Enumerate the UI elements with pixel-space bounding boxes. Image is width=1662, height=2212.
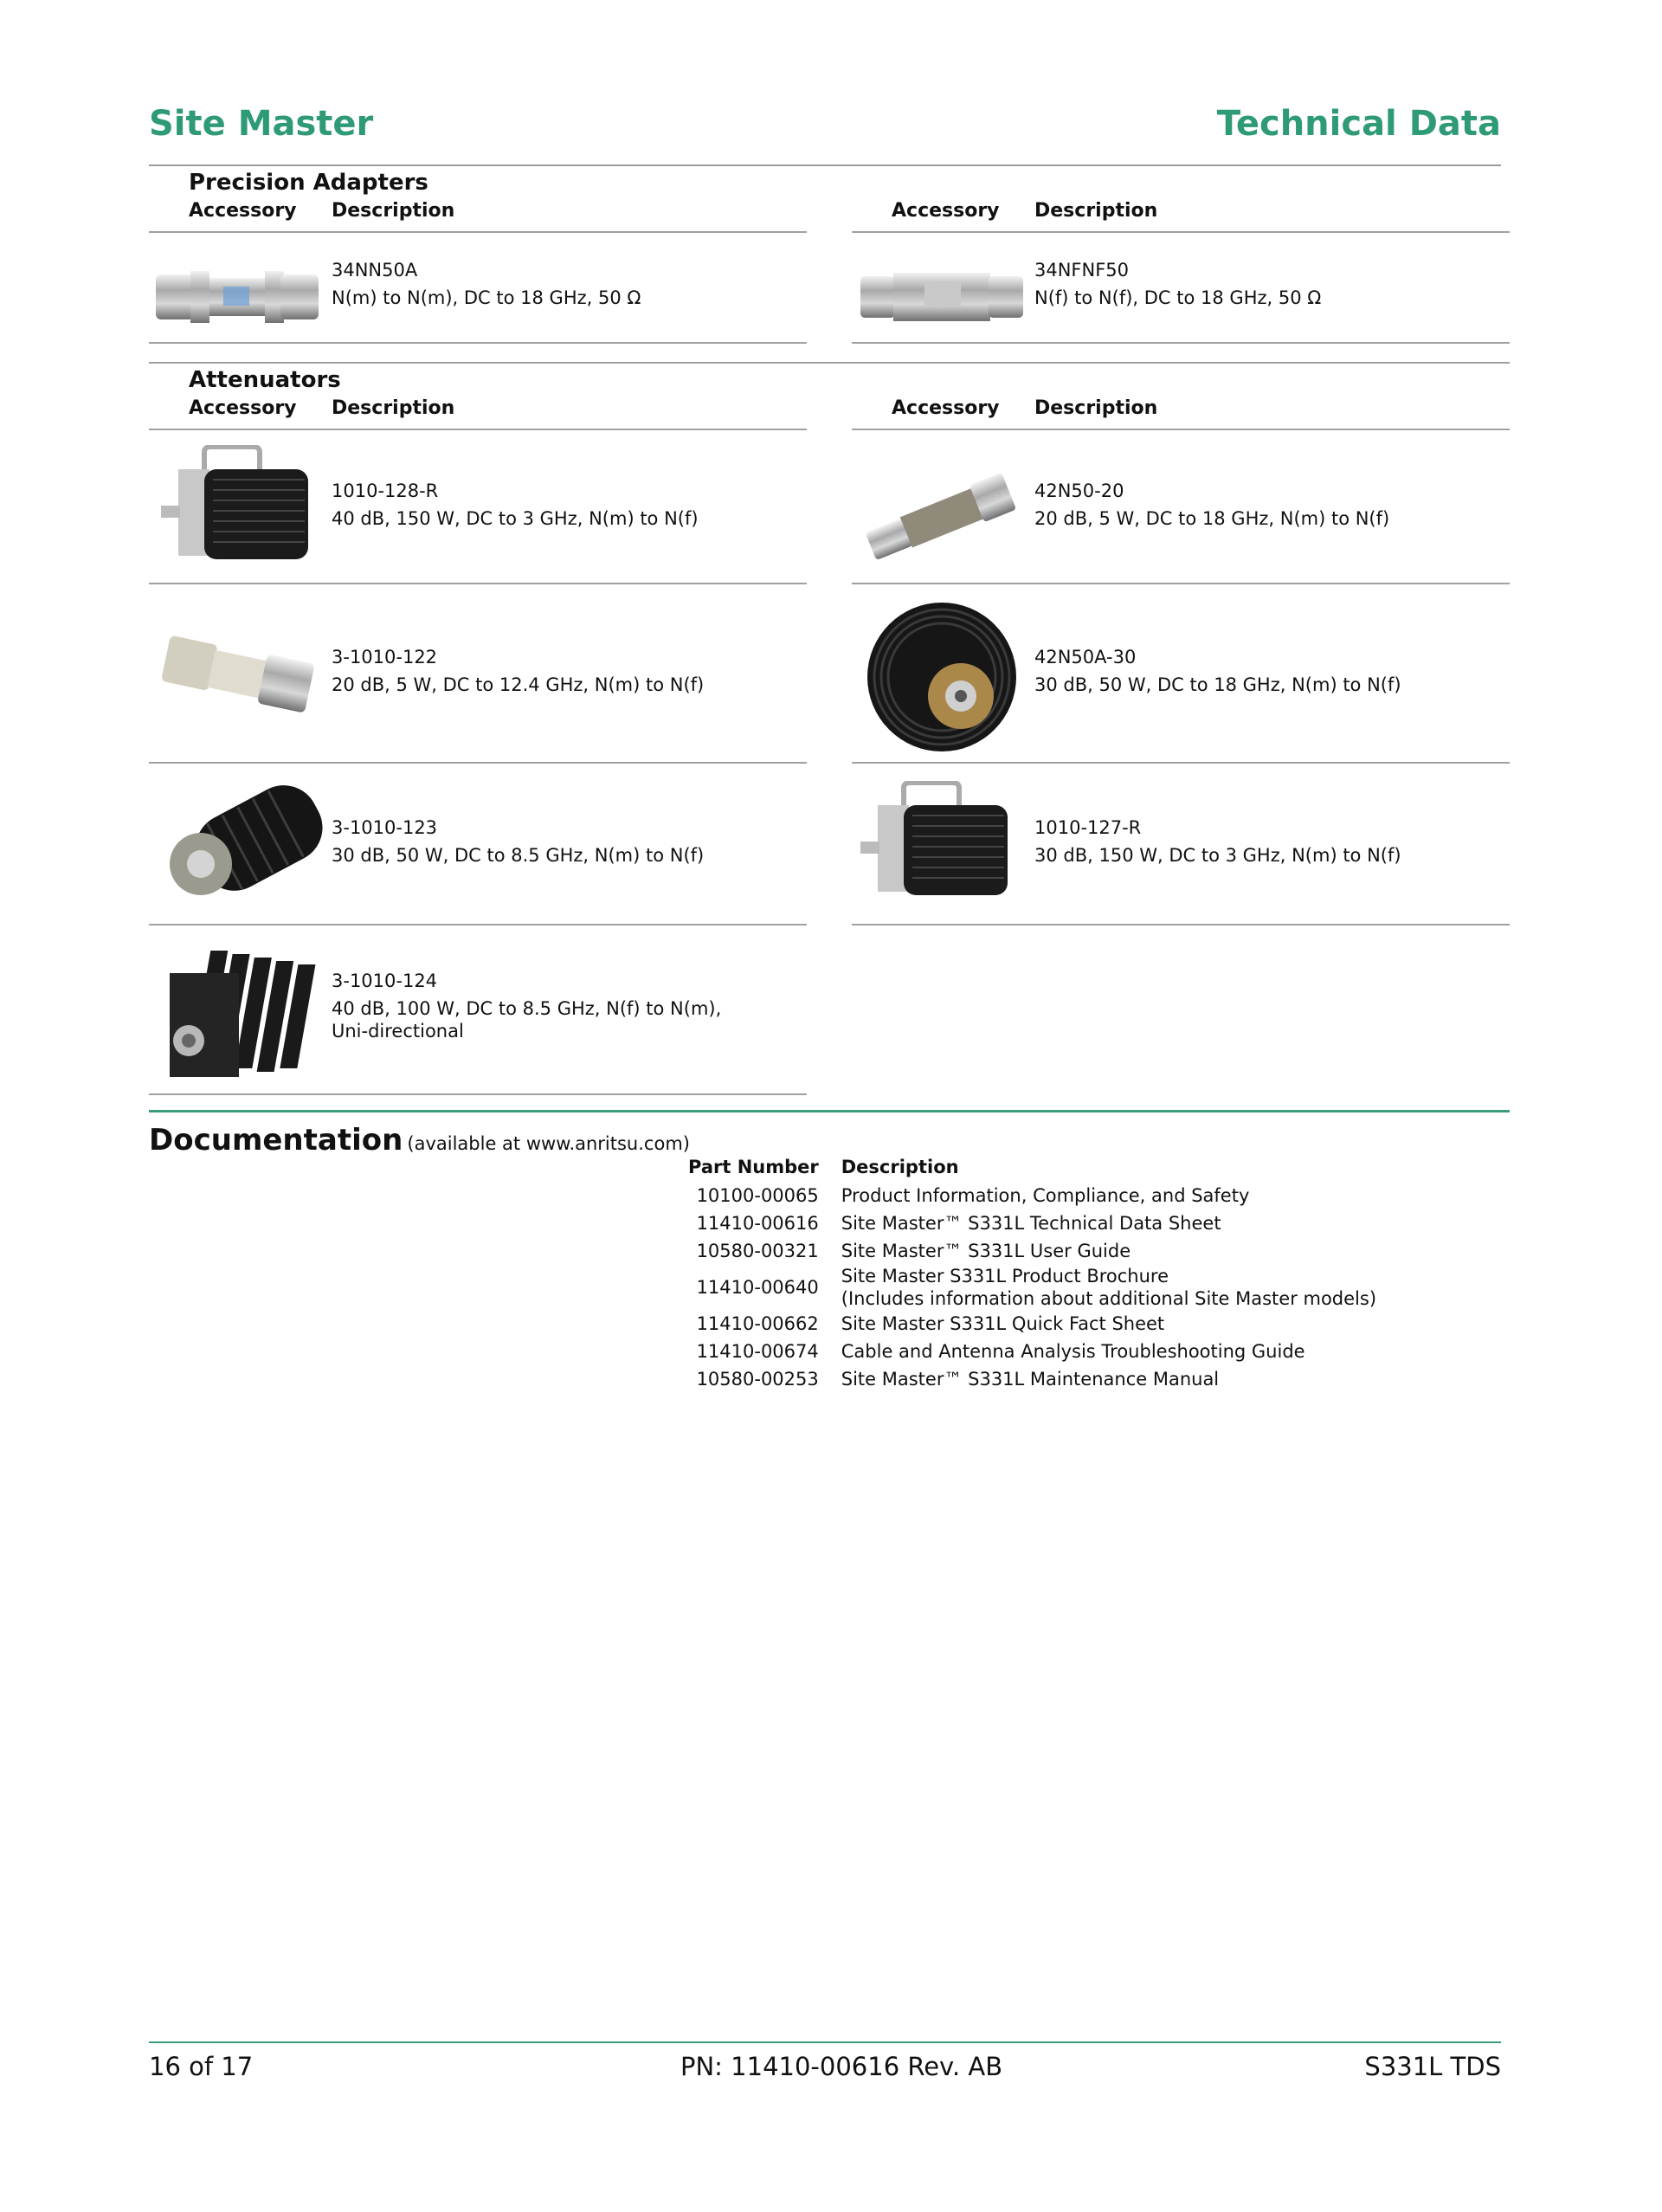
attenuator-handle-icon [152,445,325,575]
att-row-rule-left [149,1093,807,1095]
att-item-desc-cont: Uni-directional [332,1021,464,1042]
table-row [688,1310,1376,1338]
adapter-icon [855,234,1028,355]
att-row-rule-right [852,924,1510,925]
part-description-multiline [841,1265,1376,1310]
att-item-desc: 20 dB, 5 W, DC to 12.4 GHz, N(m) to N(f) [332,674,705,695]
att-col-description-left: Description [332,397,455,419]
table-row [688,1237,1376,1265]
part-number: 10580-00253 [696,1369,819,1390]
documentation-title: Documentation [149,1123,403,1158]
pa-item-name: 34NFNF50 [1034,260,1130,281]
part-description-cont: (Includes information about additional Site Master models) [841,1288,1377,1309]
pa-item-desc: N(f) to N(f), DC to 18 GHz, 50 Ω [1034,287,1322,308]
footer-divider [149,2041,1501,2043]
pa-item-name: 34NN50A [332,260,418,281]
att-col-accessory-right: Accessory [892,397,1000,419]
pa-col-description-right: Description [1034,200,1158,222]
header-divider [149,164,1501,166]
att-item-desc: 30 dB, 50 W, DC to 18 GHz, N(m) to N(f) [1034,674,1401,695]
col-part-number: Part Number [688,1157,819,1177]
attenuator-slim-icon [855,454,1028,575]
header-right-title: Technical Data [1216,104,1501,144]
footer-page-number: 16 of 17 [149,2052,254,2081]
part-number: 11410-00674 [696,1341,819,1362]
att-item-desc: 40 dB, 150 W, DC to 3 GHz, N(m) to N(f) [332,508,699,529]
table-header-row [688,1154,1376,1182]
part-description: Site Master™ S331L Maintenance Manual [841,1369,1220,1390]
precision-adapters-title: Precision Adapters [189,170,428,196]
att-row-rule-right [852,762,1510,764]
pa-header-rule-left [149,231,807,233]
att-header-rule-left [149,429,807,430]
attenuator-finned-icon [859,599,1032,755]
part-number: 11410-00616 [696,1213,819,1234]
section-divider [149,362,1510,364]
pa-row-rule-right [852,342,1510,344]
att-item-desc: 30 dB, 150 W, DC to 3 GHz, N(m) to N(f) [1034,845,1401,866]
header-left-title: Site Master [149,104,374,144]
att-col-description-right: Description [1034,397,1158,419]
part-description: Site Master™ S331L Technical Data Sheet [841,1213,1221,1234]
att-row-rule-left [149,583,807,584]
adapter-icon [151,234,324,355]
footer-part-number: PN: 11410-00616 Rev. AB [680,2052,1003,2081]
part-description: Cable and Antenna Analysis Troubleshooting Guide [841,1341,1305,1362]
att-item-name: 1010-127-R [1034,817,1142,838]
pa-row-rule-left [149,342,807,344]
attenuator-finned-icon [161,781,334,907]
attenuators-title: Attenuators [189,367,341,393]
att-item-name: 42N50-20 [1034,480,1124,501]
pa-item-desc: N(m) to N(m), DC to 18 GHz, 50 Ω [332,287,641,308]
documentation-divider [149,1110,1510,1112]
att-item-desc: 40 dB, 100 W, DC to 8.5 GHz, N(f) to N(m), [332,998,722,1019]
pa-header-rule-right [852,231,1510,233]
attenuator-slim-icon [152,611,325,732]
documentation-heading [149,1123,690,1158]
footer-doc-name: S331L TDS [1364,2052,1501,2081]
att-item-name: 1010-128-R [332,480,439,501]
part-number: 11410-00640 [696,1277,819,1298]
table-row [688,1338,1376,1365]
part-description: Site Master S331L Product Brochure [841,1266,1169,1287]
table-row [688,1182,1376,1209]
table-row [688,1365,1376,1393]
documentation-table [688,1154,1376,1393]
att-header-rule-right [852,429,1510,430]
attenuator-heatsink-icon [159,947,332,1084]
col-description: Description [841,1157,959,1177]
documentation-note: (available at www.anritsu.com) [407,1133,690,1154]
pa-col-accessory-left: Accessory [189,200,297,222]
part-number: 10580-00321 [696,1241,819,1261]
att-item-name: 3-1010-124 [332,971,438,991]
att-row-rule-right [852,583,1510,584]
att-item-desc: 20 dB, 5 W, DC to 18 GHz, N(m) to N(f) [1034,508,1390,529]
part-number: 11410-00662 [696,1313,819,1334]
att-col-accessory-left: Accessory [189,397,297,419]
pa-col-description-left: Description [332,200,455,222]
pa-col-accessory-right: Accessory [892,200,1000,222]
attenuator-handle-icon [855,781,1028,911]
table-row [688,1265,1376,1310]
att-row-rule-left [149,924,807,925]
att-item-name: 3-1010-123 [332,817,438,838]
table-row [688,1209,1376,1237]
part-description: Product Information, Compliance, and Safety [841,1185,1250,1206]
att-item-name: 3-1010-122 [332,647,438,667]
part-description: Site Master S331L Quick Fact Sheet [841,1313,1165,1334]
att-item-desc: 30 dB, 50 W, DC to 8.5 GHz, N(m) to N(f) [332,845,705,866]
part-description: Site Master™ S331L User Guide [841,1241,1131,1261]
att-row-rule-left [149,762,807,764]
part-number: 10100-00065 [696,1185,819,1206]
att-item-name: 42N50A-30 [1034,647,1137,667]
